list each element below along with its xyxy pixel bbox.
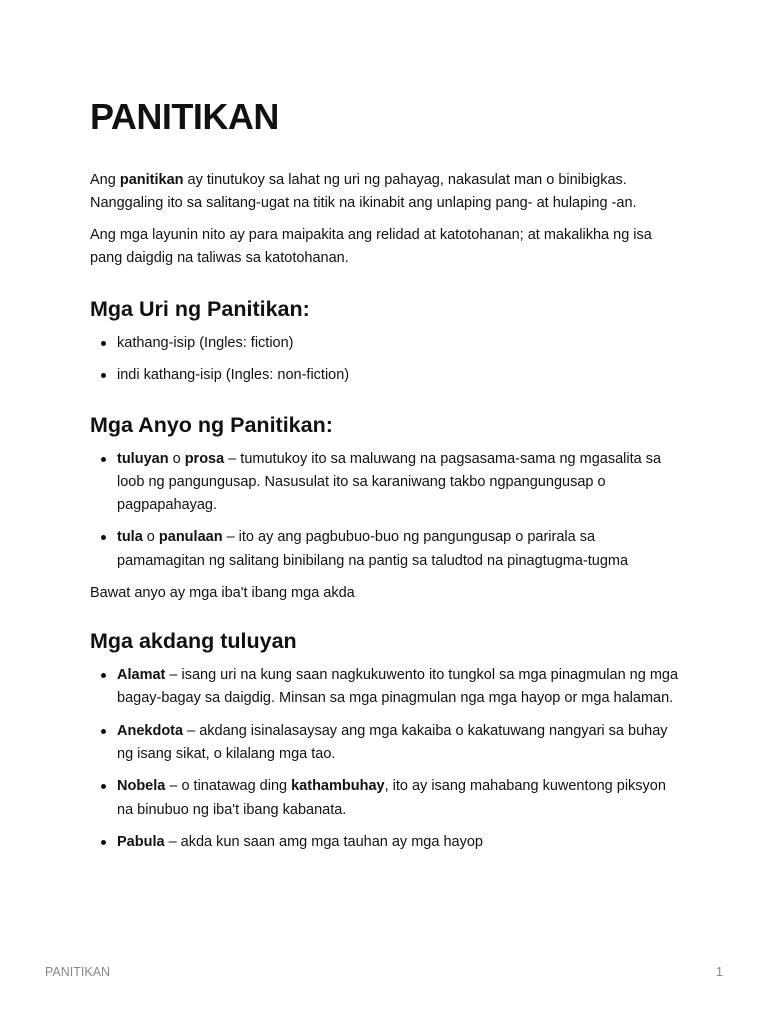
list-item (90, 526, 680, 573)
term: Pabula (117, 833, 165, 850)
list-item (90, 831, 680, 854)
connector: o (168, 450, 185, 467)
list-item: indi kathang-isip (Ingles: non-fiction) (90, 364, 680, 387)
definition: – tumutukoy ito sa maluwang na pagsasama-sama ng mgasalita sa loob ng pangungusap. Nasusulat ito sa karaniwang takbo ngpangungusap o pagpapahayag. (117, 450, 662, 514)
definition: , ito ay isang mahabang kuwentong piksyon na binubuo ng iba't ibang kabanata. (117, 778, 666, 818)
anyo-note: Bawat anyo ay mga iba't ibang mga akda (90, 585, 355, 602)
definition: – akdang isinalasaysay ang mga kakaiba o kakatuwang nangyari sa buhay ng isang sikat, o kilalang mga tao. (117, 722, 668, 762)
intro-text-post: ay tinutukoy sa lahat ng uri ng pahayag, nakasulat man o binibigkas. Nanggaling ito sa salitang-ugat na titik na ikinabit ang unlaping pang- at hulaping -an. (90, 172, 637, 211)
term: Anekdota (117, 722, 184, 739)
list-item (90, 720, 680, 767)
list-item (90, 448, 680, 518)
connector: o (142, 529, 159, 546)
page-title: PANITIKAN (90, 96, 279, 137)
term: Nobela (117, 778, 166, 795)
akda-list (90, 664, 680, 854)
anyo-list (90, 448, 680, 573)
intro-keyword: panitikan (119, 172, 184, 188)
section-heading-uri: Mga Uri ng Panitikan: (90, 297, 310, 321)
definition: – akda kun saan amg mga tauhan ay mga hayop (164, 833, 483, 850)
page-number: 1 (716, 965, 723, 979)
section-heading-akda: Mga akdang tuluyan (90, 629, 297, 654)
intro-paragraph-2: Ang mga layunin nito ay para maipakita ang relidad at katotohanan; at makalikha ng isa pang daigdig na taliwas sa katotohanan. (90, 227, 652, 266)
term: panulaan (158, 529, 223, 546)
term: tula (117, 529, 143, 546)
footer-title: PANITIKAN (45, 965, 111, 979)
intro-paragraph-1 (90, 169, 680, 215)
definition: – isang uri na kung saan nagkukuwento ito tungkol sa mga pinagmulan ng mga bagay-bagay sa daigdig. Minsan sa mga pinagmulan nga mga hayop or mga halaman. (117, 667, 679, 707)
term: prosa (184, 450, 225, 467)
intro-text-pre: Ang (90, 172, 120, 188)
term: kathambuhay (291, 778, 385, 795)
list-item (90, 664, 680, 711)
list-item (90, 775, 680, 822)
definition: – ito ay ang pagbubuo-buo ng pangungusap o parirala sa pamamagitan ng salitang binibilang na pantig sa taludtod na pinagtugma-tugma (117, 529, 629, 569)
list-item: kathang-isip (Ingles: fiction) (90, 332, 680, 355)
term: Alamat (117, 667, 166, 684)
document-body (90, 93, 680, 854)
section-heading-anyo: Mga Anyo ng Panitikan: (90, 412, 333, 437)
definition: – o tinatawag ding (165, 778, 292, 795)
uri-list (90, 332, 680, 388)
term: tuluyan (117, 450, 169, 467)
